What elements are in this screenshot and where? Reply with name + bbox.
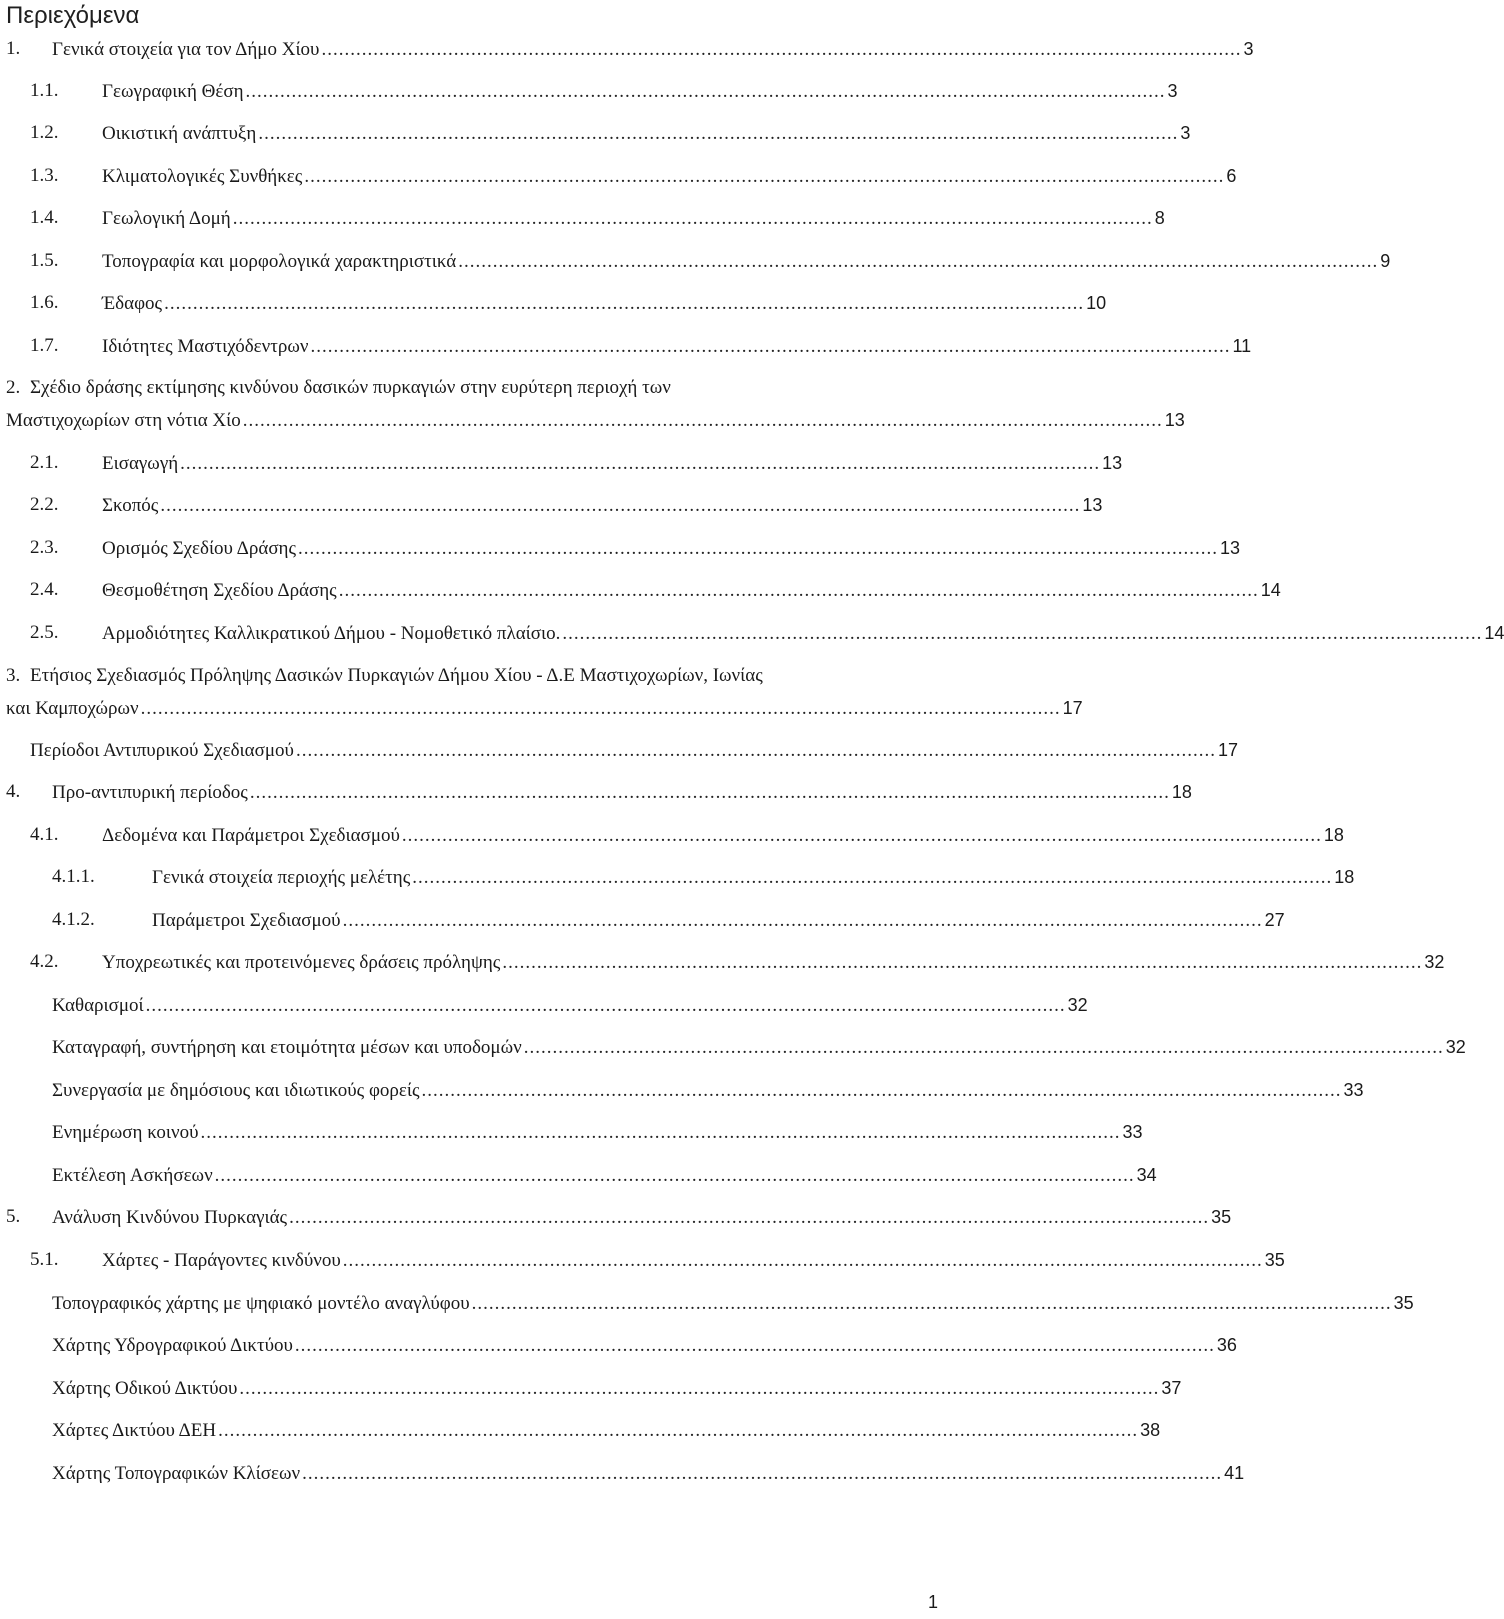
toc-entry-number: 5.	[6, 1206, 21, 1227]
dot-leader: ................................................................................................................................................................	[471, 1293, 1392, 1314]
dot-leader: ................................................................................................................................................................	[401, 825, 1322, 846]
dot-leader: ................................................................................................................................................................	[145, 995, 1066, 1016]
toc-entry-page: 3	[1180, 123, 1191, 143]
toc-entry-title: Γενικά στοιχεία για τον Δήμο Χίου	[52, 39, 320, 60]
dot-leader: ................................................................................................................................................................	[502, 952, 1423, 973]
dot-leader: ................................................................................................................................................................	[298, 538, 1219, 559]
toc-entry[interactable]	[0, 1375, 1182, 1405]
dot-leader: ................................................................................................................................................................	[164, 293, 1085, 314]
dot-leader: ................................................................................................................................................................	[342, 1250, 1263, 1271]
dot-leader: ................................................................................................................................................................	[180, 453, 1101, 474]
toc-entry-title: Καταγραφή, συντήρηση και ετοιμότητα μέσων και υποδομών	[52, 1037, 522, 1058]
dot-leader: ................................................................................................................................................................	[310, 336, 1231, 357]
toc-entry-page: 35	[1393, 1293, 1414, 1313]
toc-entry[interactable]	[0, 375, 1185, 435]
toc-entry-number: 2.1.	[30, 452, 59, 473]
toc-entry-title: Γενικά στοιχεία περιοχής μελέτης	[152, 867, 411, 888]
toc-entry-page: 27	[1264, 910, 1285, 930]
toc-entry[interactable]	[0, 78, 1178, 108]
toc-entry[interactable]	[0, 333, 1252, 363]
toc-entry[interactable]	[0, 248, 1391, 278]
toc-entry-title: Εισαγωγή	[102, 453, 179, 474]
toc-entry-page: 36	[1216, 1335, 1237, 1355]
toc-entry-page: 33	[1343, 1080, 1364, 1100]
toc-entry-page: 13	[1220, 538, 1241, 558]
toc-entry-title: Χάρτης Τοπογραφικών Κλίσεων	[52, 1463, 301, 1484]
dot-leader: ................................................................................................................................................................	[218, 1420, 1139, 1441]
toc-entry-number: 1.3.	[30, 165, 59, 186]
dot-leader: ................................................................................................................................................................	[523, 1037, 1444, 1058]
toc-entry-page: 34	[1136, 1165, 1157, 1185]
toc-entry-title-line1: Σχέδιο δράσης εκτίμησης κινδύνου δασικών πυρκαγιών στην ευρύτερη περιοχή των	[30, 377, 671, 398]
toc-entry-page: 14	[1484, 623, 1504, 643]
toc-entry[interactable]	[0, 620, 1504, 650]
toc-entry-page: 11	[1232, 336, 1252, 356]
toc-entry-title: Παράμετροι Σχεδιασμού	[152, 910, 341, 931]
dot-leader: ................................................................................................................................................................	[412, 867, 1333, 888]
page-number: 1	[927, 1592, 938, 1612]
toc-entry-title: Μαστιχοχωρίων στη νότια Χίο	[6, 410, 241, 431]
toc-entry-title: Ενημέρωση κοινού	[52, 1122, 199, 1143]
toc-entry-title: Δεδομένα και Παράμετροι Σχεδιασμού	[102, 825, 400, 846]
toc-entry-title: Ιδιότητες Μαστιχόδεντρων	[102, 336, 309, 357]
toc-entry-title: Τοπογραφικός χάρτης με ψηφιακό μοντέλο αναγλύφου	[52, 1293, 470, 1314]
dot-leader: ................................................................................................................................................................	[562, 623, 1483, 644]
toc-heading: Περιεχόμενα	[6, 2, 140, 29]
toc-entry-page: 14	[1260, 580, 1281, 600]
toc-entry-number: 2.4.	[30, 579, 59, 600]
toc-entry-number: 2.	[6, 377, 21, 398]
toc-entry-title: Υποχρεωτικές και προτεινόμενες δράσεις πρόληψης	[102, 952, 501, 973]
toc-entry-number: 1.	[6, 38, 21, 59]
toc-entry-title: Έδαφος	[102, 293, 163, 314]
toc-entry-page: 6	[1226, 166, 1237, 186]
toc-entry-page: 18	[1334, 867, 1355, 887]
toc-entry-page: 32	[1445, 1037, 1466, 1057]
toc-entry-number: 1.4.	[30, 207, 59, 228]
dot-leader: ................................................................................................................................................................	[458, 251, 1379, 272]
toc-entry-number: 4.1.	[30, 824, 59, 845]
toc-entry-number: 1.6.	[30, 292, 59, 313]
toc-entry[interactable]	[0, 36, 1254, 66]
dot-leader: ................................................................................................................................................................	[421, 1080, 1342, 1101]
toc-entry-page: 35	[1264, 1250, 1285, 1270]
toc-entry-title-line1: Ετήσιος Σχεδιασμός Πρόληψης Δασικών Πυρκαγιών Δήμου Χίου - Δ.Ε Μαστιχοχωρίων, Ιωνίας	[30, 665, 763, 686]
toc-entry-title: Ορισμός Σχεδίου Δράσης	[102, 538, 297, 559]
toc-entry-title: Χάρτες Δικτύου ΔΕΗ	[52, 1420, 217, 1441]
toc-entry[interactable]	[0, 1119, 1143, 1149]
dot-leader: ................................................................................................................................................................	[242, 410, 1163, 431]
dot-leader: ................................................................................................................................................................	[294, 1335, 1215, 1356]
toc-entry-page: 13	[1164, 410, 1185, 430]
dot-leader: ................................................................................................................................................................	[239, 1378, 1160, 1399]
dot-leader: ................................................................................................................................................................	[289, 1207, 1210, 1228]
toc-entry-number: 2.3.	[30, 537, 59, 558]
dot-leader: ................................................................................................................................................................	[160, 495, 1081, 516]
toc-entry-title: Χάρτες - Παράγοντες κινδύνου	[102, 1250, 341, 1271]
toc-entry-title: Σκοπός	[102, 495, 159, 516]
toc-entry[interactable]	[0, 1204, 1232, 1234]
toc-entry-title: Χάρτης Υδρογραφικού Δικτύου	[52, 1335, 293, 1356]
toc-entry[interactable]	[0, 779, 1192, 809]
toc-entry[interactable]	[0, 492, 1103, 522]
toc-entry-title: Γεωλογική Δομή	[102, 208, 231, 229]
toc-entry-page: 3	[1167, 81, 1178, 101]
toc-entry[interactable]	[0, 737, 1238, 767]
dot-leader: ................................................................................................................................................................	[200, 1122, 1121, 1143]
dot-leader: ................................................................................................................................................................	[245, 81, 1166, 102]
toc-entry-page: 35	[1211, 1207, 1232, 1227]
toc-entry-page: 17	[1217, 740, 1238, 760]
toc-entry[interactable]	[0, 1460, 1245, 1490]
dot-leader: ................................................................................................................................................................	[321, 39, 1242, 60]
dot-leader: ................................................................................................................................................................	[302, 1463, 1223, 1484]
toc-entry[interactable]	[0, 1290, 1414, 1320]
dot-leader: ................................................................................................................................................................	[338, 580, 1259, 601]
toc-entry-title: Προ-αντιπυρική περίοδος	[52, 782, 248, 803]
toc-entry-title: Οικιστική ανάπτυξη	[102, 123, 257, 144]
dot-leader: ................................................................................................................................................................	[258, 123, 1179, 144]
toc-entry[interactable]	[0, 822, 1344, 852]
toc-entry-number: 2.2.	[30, 494, 59, 515]
toc-entry-number: 4.	[6, 781, 21, 802]
toc-entry-number: 5.1.	[30, 1249, 59, 1270]
toc-entry-title: Καθαρισμοί	[52, 995, 144, 1016]
toc-entry-page: 8	[1154, 208, 1165, 228]
toc-entry-page: 9	[1380, 251, 1391, 271]
toc-entry[interactable]	[0, 1417, 1161, 1447]
toc-entry-page: 38	[1140, 1420, 1161, 1440]
toc-entry-title: Θεσμοθέτηση Σχεδίου Δράσης	[102, 580, 337, 601]
toc-entry-number: 2.5.	[30, 622, 59, 643]
toc-entry[interactable]	[0, 1077, 1364, 1107]
toc-entry[interactable]	[0, 1247, 1285, 1277]
toc-entry[interactable]	[0, 290, 1107, 320]
toc-entry-page: 32	[1067, 995, 1088, 1015]
toc-entry-number: 4.2.	[30, 951, 59, 972]
toc-entry-title: Γεωγραφική Θέση	[102, 81, 244, 102]
toc-entry-page: 3	[1243, 39, 1254, 59]
dot-leader: ................................................................................................................................................................	[304, 166, 1225, 187]
dot-leader: ................................................................................................................................................................	[140, 698, 1061, 719]
toc-entry[interactable]	[0, 1162, 1157, 1192]
dot-leader: ................................................................................................................................................................	[342, 910, 1263, 931]
toc-entry-title: Περίοδοι Αντιπυρικού Σχεδιασμού	[30, 740, 294, 761]
toc-entry[interactable]	[0, 120, 1191, 150]
dot-leader: ................................................................................................................................................................	[232, 208, 1153, 229]
toc-entry-page: 37	[1161, 1378, 1182, 1398]
toc-entry-page: 13	[1102, 453, 1123, 473]
toc-entry[interactable]	[0, 577, 1281, 607]
toc-entry-number: 1.7.	[30, 335, 59, 356]
toc-entry-title: Κλιματολογικές Συνθήκες	[102, 166, 303, 187]
toc-entry[interactable]	[0, 450, 1123, 480]
toc-entry-number: 4.1.1.	[52, 866, 95, 887]
toc-entry[interactable]	[0, 992, 1088, 1022]
toc-entry[interactable]	[0, 663, 1083, 723]
toc-entry-page: 18	[1323, 825, 1344, 845]
toc-entry[interactable]	[0, 907, 1285, 937]
toc-entry-page: 18	[1171, 782, 1192, 802]
toc-entry-page: 33	[1122, 1122, 1143, 1142]
toc-entry-number: 1.5.	[30, 250, 59, 271]
toc-entry-page: 41	[1224, 1463, 1245, 1483]
toc-entry-page: 10	[1086, 293, 1107, 313]
toc-entry-title: Εκτέλεση Ασκήσεων	[52, 1165, 213, 1186]
toc-entry-title: Ανάλυση Κινδύνου Πυρκαγιάς	[52, 1207, 288, 1228]
toc-entry[interactable]	[0, 535, 1241, 565]
toc-entry-number: 1.2.	[30, 122, 59, 143]
toc-entry-number: 4.1.2.	[52, 909, 95, 930]
toc-entry-title: Τοπογραφία και μορφολογικά χαρακτηριστικά	[102, 251, 457, 272]
toc-entry[interactable]	[0, 1034, 1466, 1064]
toc-entry-title: Συνεργασία με δημόσιους και ιδιωτικούς φορείς	[52, 1080, 420, 1101]
dot-leader: ................................................................................................................................................................	[249, 782, 1170, 803]
toc-entry-number: 1.1.	[30, 80, 59, 101]
toc-entry[interactable]	[0, 1332, 1237, 1362]
toc-entry-title: και Καμποχώρων	[6, 698, 139, 719]
toc-entry[interactable]	[0, 205, 1165, 235]
toc-entry[interactable]	[0, 163, 1237, 193]
toc-entry-page: 17	[1062, 698, 1083, 718]
dot-leader: ................................................................................................................................................................	[295, 740, 1216, 761]
dot-leader: ................................................................................................................................................................	[214, 1165, 1135, 1186]
toc-entry-number: 3.	[6, 665, 21, 686]
toc-entry[interactable]	[0, 864, 1355, 894]
toc-entry-title: Χάρτης Οδικού Δικτύου	[52, 1378, 238, 1399]
toc-entry[interactable]	[0, 949, 1445, 979]
toc-entry-page: 13	[1082, 495, 1103, 515]
toc-entry-title: Αρμοδιότητες Καλλικρατικού Δήμου - Νομοθετικό πλαίσιο.	[102, 623, 561, 644]
toc-entry-page: 32	[1424, 952, 1445, 972]
